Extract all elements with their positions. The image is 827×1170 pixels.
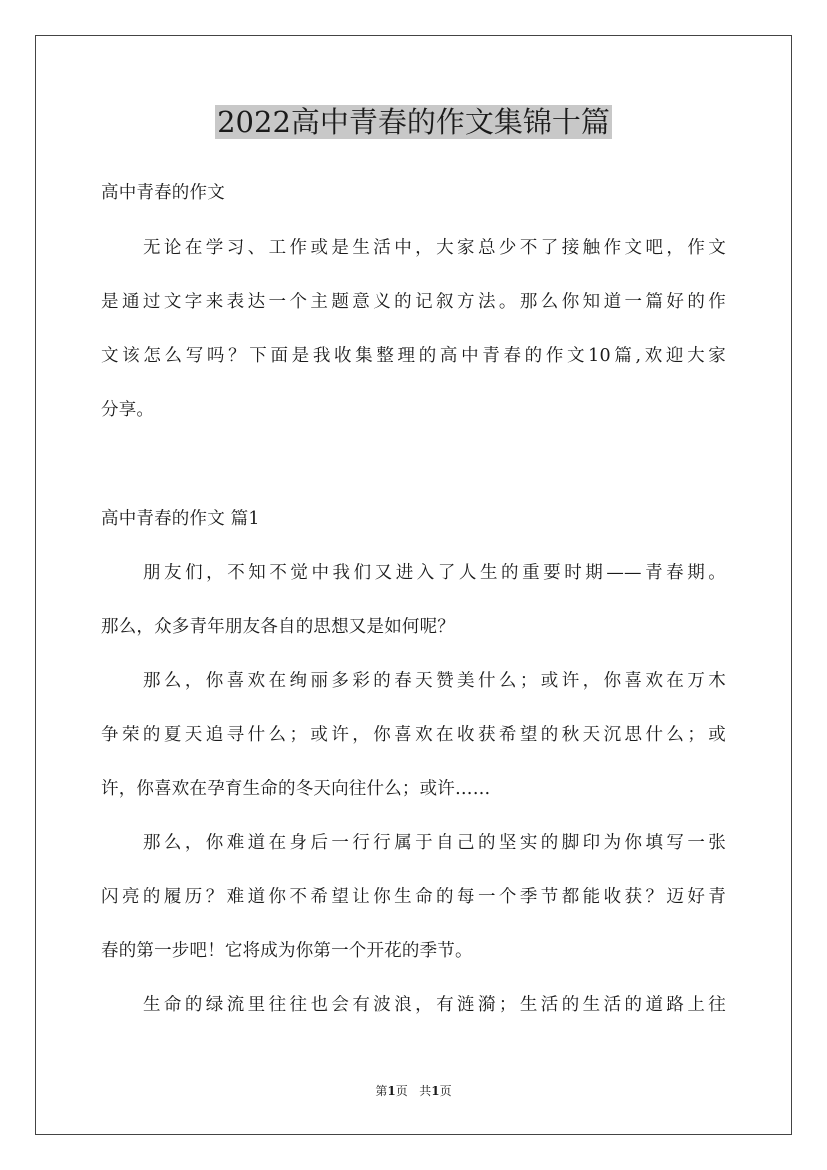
article-1-line-2: 那么，众多青年朋友各自的思想又是如何呢？ [101,617,455,637]
article-1-line-3: 那么，你喜欢在绚丽多彩的春天赞美什么；或许，你喜欢在万木 [143,671,726,691]
footer-total-prefix: 共 [419,1084,432,1098]
intro-heading: 高中青春的作文 [101,183,225,203]
article-1-line-4: 争荣的夏天追寻什么；或许，你喜欢在收获希望的秋天沉思什么；或 [101,725,726,745]
article-1-heading: 高中青春的作文 篇1 [101,509,260,529]
article-1-line-6: 那么，你难道在身后一行行属于自己的坚实的脚印为你填写一张 [143,833,726,853]
footer-page-number: 1 [387,1084,396,1098]
intro-line-3: 文该怎么写吗？下面是我收集整理的高中青春的作文10篇,欢迎大家 [101,346,726,366]
document-title-text: 2022高中青春的作文集锦十篇 [217,105,610,139]
document-title [0,102,827,142]
article-1-line-5: 许，你喜欢在孕育生命的冬天向往什么；或许…… [101,779,491,799]
article-1-line-8: 春的第一步吧！它将成为你第一个开花的季节。 [101,941,473,961]
footer-total-number: 1 [431,1084,440,1098]
intro-line-2: 是通过文字来表达一个主题意义的记叙方法。那么你知道一篇好的作 [101,292,726,312]
page-footer [0,1082,827,1100]
article-1-line-1: 朋友们，不知不觉中我们又进入了人生的重要时期——青春期。 [143,563,726,583]
footer-page-suffix: 页 [395,1084,408,1098]
intro-line-4: 分享。 [101,400,155,420]
footer-total-suffix: 页 [439,1084,452,1098]
intro-line-1: 无论在学习、工作或是生活中，大家总少不了接触作文吧，作文 [143,238,726,258]
article-1-line-9: 生命的绿流里往往也会有波浪，有涟漪；生活的生活的道路上往 [143,995,726,1015]
footer-page-prefix: 第 [375,1084,388,1098]
article-1-line-7: 闪亮的履历？难道你不希望让你生命的每一个季节都能收获？迈好青 [101,887,726,907]
